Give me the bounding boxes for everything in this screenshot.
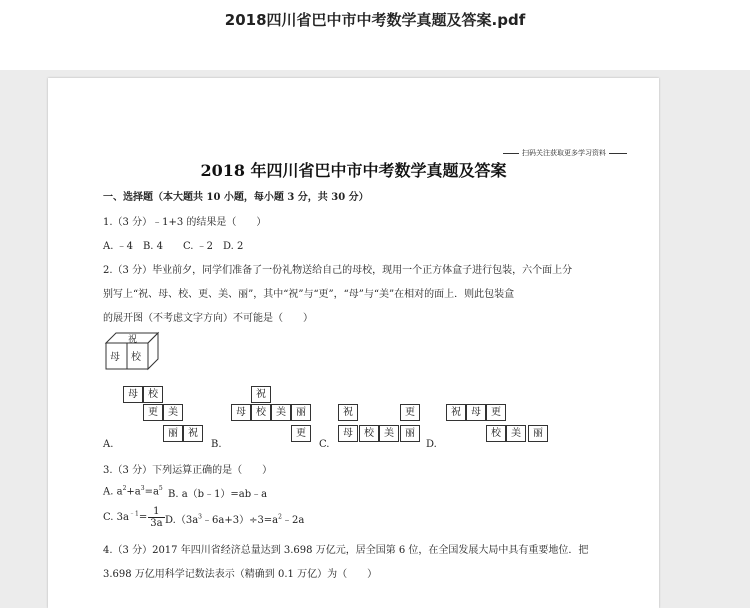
question-3-option-b: B. a（b﹣1）=ab﹣a: [168, 489, 268, 500]
net-cell: 美: [379, 425, 399, 442]
net-cell: 美: [506, 425, 526, 442]
option-b-label: B.: [211, 439, 222, 450]
net-cell: 母: [466, 404, 486, 421]
question-3-option-d: $D.(3a^3﹣6a+3)\div 3=a^2﹣2a$: [165, 513, 305, 526]
cube-side-label: 校: [131, 352, 141, 363]
net-cell: 祝: [251, 386, 271, 403]
net-cell: 母: [123, 386, 143, 403]
option-d-label: D.: [426, 439, 437, 450]
net-cell: 祝: [446, 404, 466, 421]
section-heading: 一、选择题（本大题共 10 小题，每小题 3 分，共 30 分）: [103, 192, 369, 203]
net-cell: 母: [338, 425, 358, 442]
net-cell: 丽: [400, 425, 420, 442]
question-3: 3.（3 分）下列运算正确的是（ ）: [103, 465, 273, 476]
question-2-line-1: 2.（3 分）毕业前夕，同学们准备了一份礼物送给自己的母校，现用一个正方体盒子进行包装，六个面上分: [103, 265, 573, 276]
net-cell: 母: [231, 404, 251, 421]
fraction: $\frac{1}{3a}$: [150, 506, 163, 529]
question-3-option-a: A. $a^2+a^3=a^5$: [103, 485, 163, 498]
net-cell: 丽: [528, 425, 548, 442]
net-cell: 祝: [338, 404, 358, 421]
file-title: 2018四川省巴中市中考数学真题及答案.pdf: [224, 11, 526, 29]
document-page: [48, 78, 659, 608]
question-4-line-2: 3.698 万亿用科学记数法表示（精确到 0.1 万亿）为（ ）: [103, 569, 378, 580]
option-a-label: A.: [103, 439, 114, 450]
net-cell: 校: [251, 404, 271, 421]
question-1-options: A. ﹣4 B. 4 C. ﹣2 D. 2: [103, 241, 244, 252]
question-3-option-c: C. $3a^{﹣1}=$ $\frac{1}{3a}$: [103, 506, 163, 529]
document-title: 2018 年四川省巴中市中考数学真题及答案: [200, 161, 507, 180]
cube-top-label: 祝: [128, 335, 138, 345]
net-cell: 更: [143, 404, 163, 421]
option-c-label: C.: [319, 439, 330, 450]
net-cell: 更: [486, 404, 506, 421]
net-cell: 更: [291, 425, 311, 442]
net-cell: 校: [143, 386, 163, 403]
net-cell: 祝: [183, 425, 203, 442]
viewer-header: [0, 0, 750, 70]
net-cell: 美: [163, 404, 183, 421]
cube-front-label: 母: [110, 352, 120, 363]
net-cell: 丽: [163, 425, 183, 442]
net-cell: 校: [359, 425, 379, 442]
question-1: 1.（3 分）﹣1+3 的结果是（ ）: [103, 217, 267, 228]
net-cell: 校: [486, 425, 506, 442]
question-2-line-3: 的展开图（不考虑文字方向）不可能是（ ）: [103, 313, 313, 324]
question-2-line-2: 别写上“祝、母、校、更、美、丽”，其中“祝”与“更”，“母”与“美”在相对的面上．则此包装盒: [103, 289, 515, 300]
question-4-line-1: 4.（3 分）2017 年四川省经济总量达到 3.698 万亿元，居全国第 6 位，在全国发展大局中具有重要地位．把: [103, 545, 589, 556]
net-cell: 美: [271, 404, 291, 421]
net-cell: 丽: [291, 404, 311, 421]
qr-note: 扫码关注获取更多学习资料: [503, 148, 627, 158]
net-cell: 更: [400, 404, 420, 421]
